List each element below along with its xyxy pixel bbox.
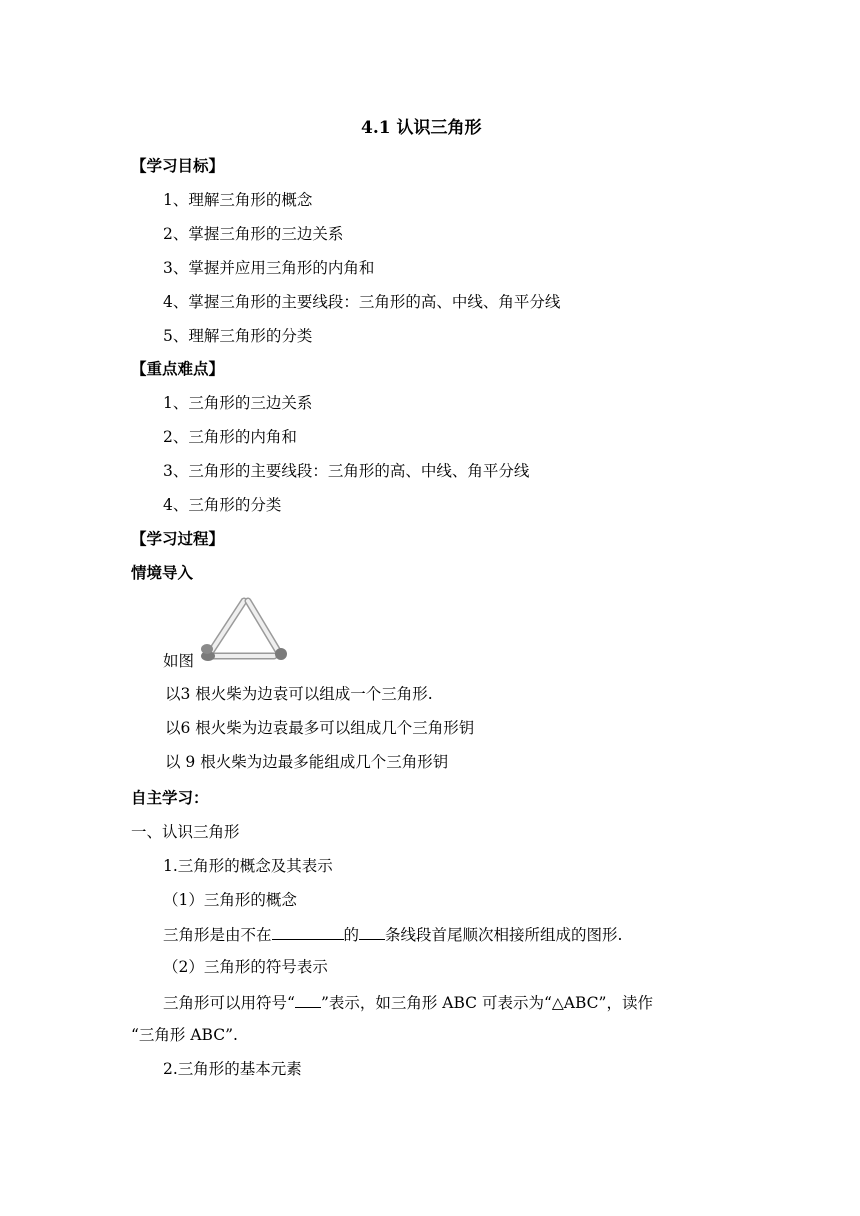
objective-item: 5、理解三角形的分类 — [163, 327, 313, 345]
definition-line — [163, 923, 622, 945]
symbol-line — [163, 991, 653, 1013]
objective-item: 2、掌握三角形的三边关系 — [163, 225, 344, 243]
definition-text: 的 — [343, 926, 360, 944]
key-points-header: 【重点难点】 — [131, 359, 225, 378]
objectives-header: 【学习目标】 — [131, 156, 225, 175]
objective-item: 4、掌握三角形的主要线段：三角形的高、中线、角平分线 — [163, 293, 561, 311]
intro-header: 情境导入 — [131, 563, 194, 582]
objective-item: 1、理解三角形的概念 — [163, 191, 313, 209]
key-point-item: 2、三角形的内角和 — [163, 428, 297, 446]
symbol-text: ”表示，如三角形 ABC 可表示为“△ABC”，读作 — [320, 994, 653, 1012]
intro-line: 以 9 根火柴为边最多能组成几个三角形钥 — [165, 753, 449, 771]
self-study-header: 自主学习： — [131, 788, 209, 807]
figure-label: 如图 — [163, 652, 195, 670]
objective-item: 3、掌握并应用三角形的内角和 — [163, 259, 375, 277]
part-heading: 一、认识三角形 — [131, 823, 240, 841]
fill-blank[interactable] — [295, 991, 321, 1008]
process-header: 【学习过程】 — [131, 529, 225, 548]
matchstick-triangle-figure — [198, 595, 290, 665]
definition-text: 三角形是由不在 — [163, 926, 272, 944]
fill-blank[interactable] — [272, 923, 344, 940]
key-point-item: 4、三角形的分类 — [163, 496, 282, 514]
subheading: 2.三角形的基本元素 — [163, 1060, 302, 1078]
symbol-text: 三角形可以用符号“ — [163, 994, 295, 1012]
intro-line: 以6 根火柴为边袁最多可以组成几个三角形钥 — [165, 719, 475, 737]
subheading: （1）三角形的概念 — [163, 891, 297, 909]
intro-line: 以3 根火柴为边袁可以组成一个三角形. — [165, 685, 433, 703]
key-point-item: 3、三角形的主要线段：三角形的高、中线、角平分线 — [163, 462, 530, 480]
subheading: （2）三角形的符号表示 — [163, 958, 328, 976]
fill-blank[interactable] — [359, 923, 385, 940]
key-point-item: 1、三角形的三边关系 — [163, 394, 313, 412]
definition-text: 条线段首尾顺次相接所组成的图形. — [385, 926, 623, 944]
subheading: 1.三角形的概念及其表示 — [163, 857, 333, 875]
page-title: 4.1 认识三角形 — [361, 118, 482, 138]
symbol-text: “三角形 ABC”. — [131, 1026, 238, 1044]
